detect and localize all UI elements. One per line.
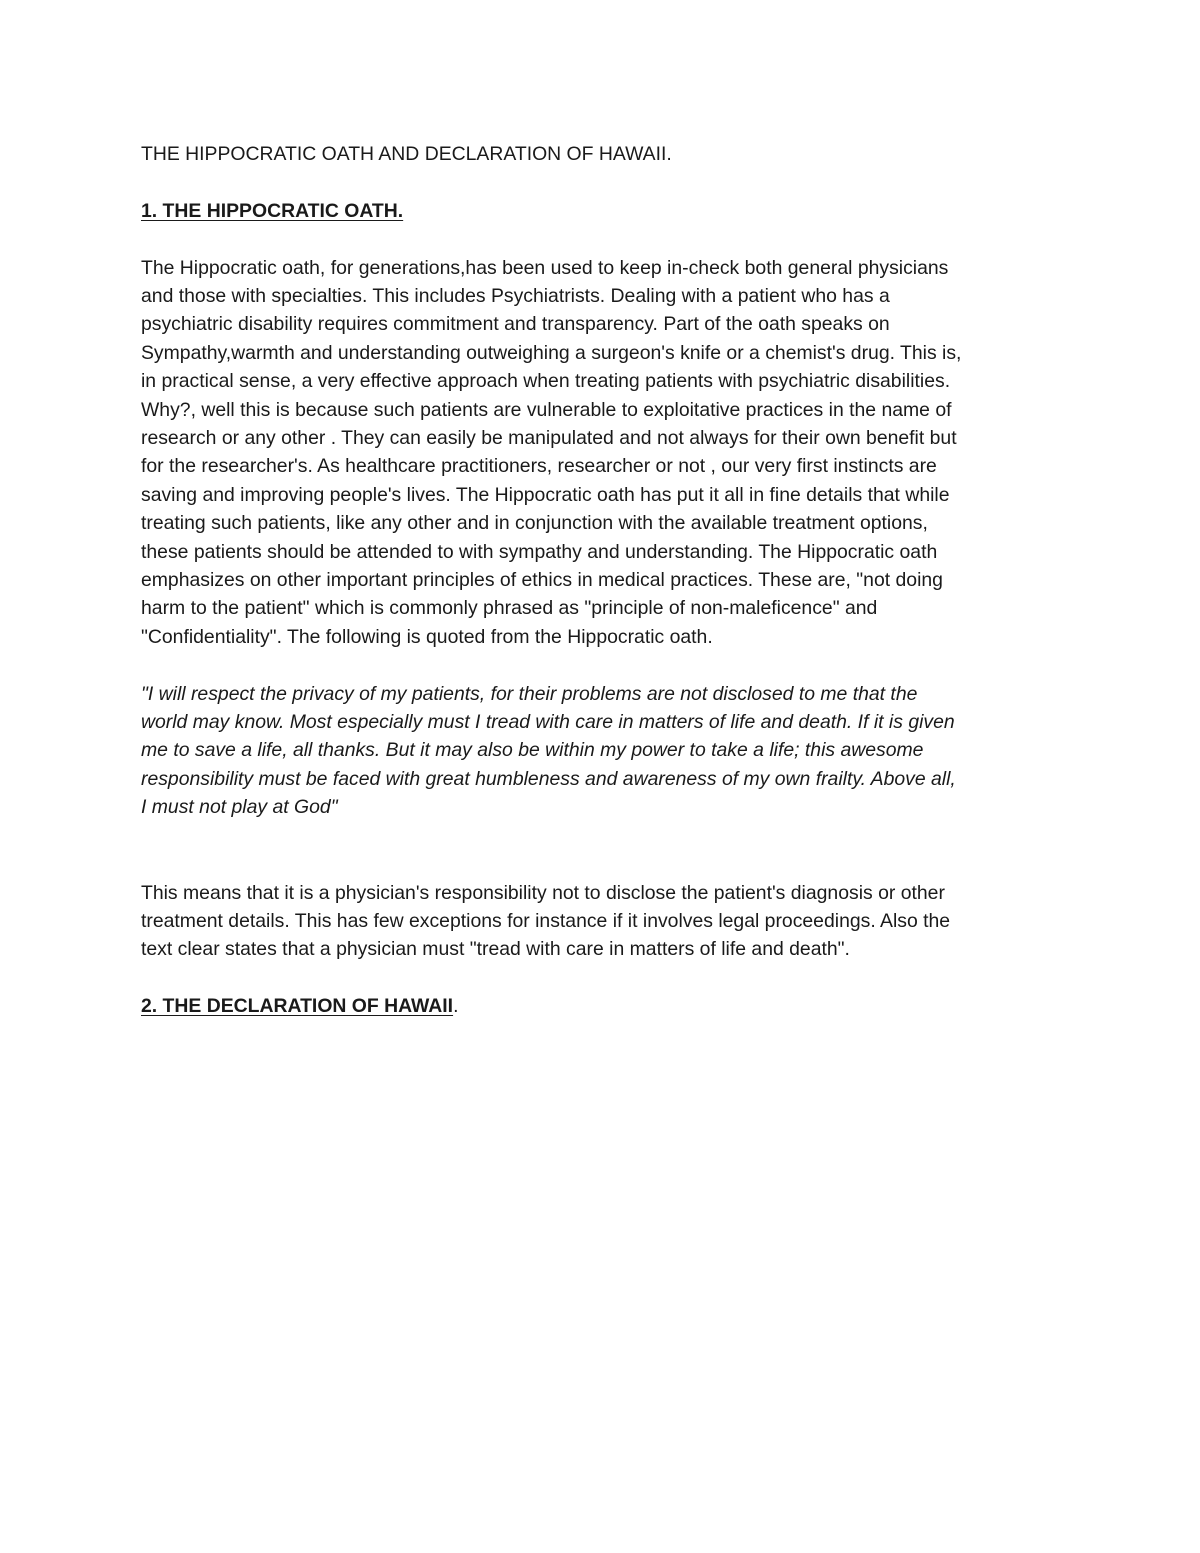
- paragraph-line: psychiatric disability requires commitment and transparency. Part of the oath speaks on: [141, 313, 890, 336]
- section-2-heading-text: 2. THE DECLARATION OF HAWAII: [141, 995, 454, 1018]
- quote-line: "I will respect the privacy of my patients, for their problems are not disclosed to me that the: [141, 682, 918, 705]
- section-1-heading-text: 1. THE HIPPOCRATIC OATH.: [141, 199, 404, 222]
- quote-line: world may know. Most especially must I tread with care in matters of life and death. If it is given: [141, 711, 955, 734]
- paragraph-line: for the researcher's. As healthcare practitioners, researcher or not , our very first instincts are: [141, 455, 937, 478]
- paragraph-line: emphasizes on other important principles of ethics in medical practices. These are, "not doing: [141, 569, 943, 592]
- quote-line: me to save a life, all thanks. But it may also be within my power to take a life; this awesome: [141, 739, 924, 762]
- section-1-paragraph: [141, 254, 1071, 652]
- document-body: [141, 140, 1071, 1021]
- paragraph-line: and those with specialties. This includes Psychiatrists. Dealing with a patient who has a: [141, 285, 890, 307]
- paragraph-line: treating such patients, like any other and in conjunction with the available treatment options,: [141, 512, 928, 535]
- section-1-heading: [141, 197, 1071, 225]
- paragraph-line: these patients should be attended to with sympathy and understanding. The Hippocratic oath: [141, 540, 938, 563]
- quote-line: I must not play at God": [141, 796, 338, 819]
- paragraph-line: Sympathy,warmth and understanding outweighing a surgeon's knife or a chemist's drug. This is,: [141, 341, 962, 364]
- followup-line: text clear states that a physician must "tread with care in matters of life and death".: [141, 938, 850, 961]
- oath-quote: [141, 680, 1071, 822]
- paragraph-line: saving and improving people's lives. The Hippocratic oath has put it all in fine details that while: [141, 483, 950, 506]
- document-title: THE HIPPOCRATIC OATH AND DECLARATION OF HAWAII.: [141, 143, 672, 165]
- followup-line: This means that it is a physician's responsibility not to disclose the patient's diagnosis or other: [141, 881, 945, 904]
- paragraph-line: "Confidentiality". The following is quoted from the Hippocratic oath.: [141, 625, 713, 648]
- paragraph-line: The Hippocratic oath, for generations,has been used to keep in-check both general physicians: [141, 256, 949, 279]
- paragraph-line: harm to the patient" which is commonly phrased as "principle of non-maleficence" and: [141, 597, 878, 620]
- paragraph-line: Why?, well this is because such patients are vulnerable to exploitative practices in the name of: [141, 398, 952, 421]
- paragraph-line: in practical sense, a very effective approach when treating patients with psychiatric disabilities.: [141, 370, 951, 393]
- quote-line: responsibility must be faced with great humbleness and awareness of my own frailty. Above all,: [141, 767, 956, 790]
- section-1-followup-paragraph: [141, 879, 1071, 964]
- section-2-heading-trail: .: [453, 995, 459, 1018]
- paragraph-line: research or any other . They can easily be manipulated and not always for their own benefit but: [141, 427, 957, 450]
- followup-line: treatment details. This has few exceptions for instance if it involves legal proceedings. Also the: [141, 909, 951, 932]
- section-2-heading: [141, 992, 1071, 1020]
